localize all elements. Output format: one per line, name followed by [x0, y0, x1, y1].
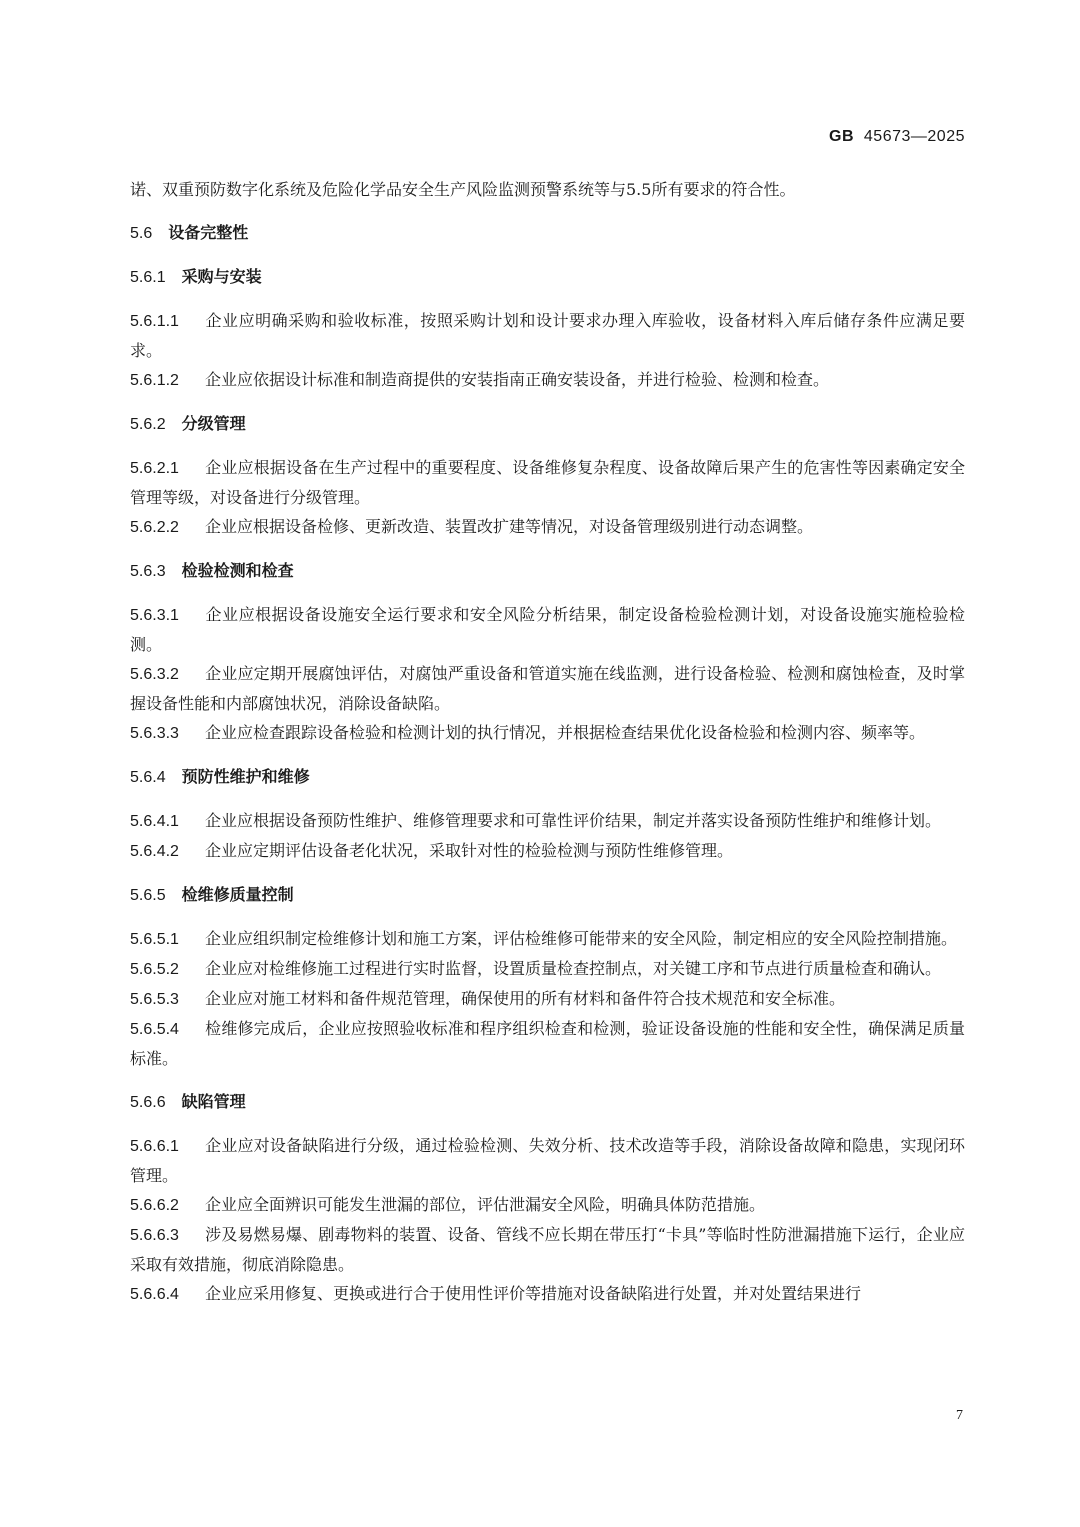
clause [130, 806, 965, 836]
clause-text: 企业应明确采购和验收标准，按照采购计划和设计要求办理入库验收，设备材料入库后储存条件应满足要求。 [130, 311, 965, 360]
clause-text: 企业应定期评估设备老化状况，采取针对性的检验检测与预防性维修管理。 [205, 841, 734, 860]
clause-text: 企业应检查跟踪设备检验和检测计划的执行情况，并根据检查结果优化设备检验和检测内容、频率等。 [205, 723, 926, 742]
page-number: 7 [956, 1408, 963, 1423]
clause-number: 5.6.6.2 [130, 1197, 179, 1214]
clause-number: 5.6.6.1 [130, 1138, 179, 1155]
clause-number: 5.6.2.1 [130, 460, 179, 477]
clause-number: 5.6.5.2 [130, 961, 179, 978]
section-title: 设备完整性 [168, 223, 249, 242]
clause-number: 5.6.5.3 [130, 991, 179, 1008]
clause-number: 5.6.3.3 [130, 725, 179, 742]
subsection-heading [130, 262, 965, 292]
clause [130, 1279, 965, 1309]
clause-number: 5.6.4.2 [130, 843, 179, 860]
clause-text: 企业应根据设备设施安全运行要求和安全风险分析结果，制定设备检验检测计划，对设备设施实施检验检测。 [130, 605, 965, 654]
clause-number: 5.6.4.1 [130, 813, 179, 830]
clause-number: 5.6.3.2 [130, 666, 179, 683]
subsection-heading [130, 556, 965, 586]
clause-number: 5.6.1.2 [130, 372, 179, 389]
clause-text: 企业应定期开展腐蚀评估，对腐蚀严重设备和管道实施在线监测，进行设备检验、检测和腐蚀检查，及时掌握设备性能和内部腐蚀状况，消除设备缺陷。 [130, 664, 965, 713]
clause-text: 企业应对施工材料和备件规范管理，确保使用的所有材料和备件符合技术规范和安全标准。 [205, 989, 846, 1008]
clause-text: 企业应采用修复、更换或进行合于使用性评价等措施对设备缺陷进行处置，并对处置结果进行 [205, 1284, 862, 1303]
clause [130, 512, 965, 542]
subsection-title: 检验检测和检查 [181, 561, 294, 580]
subsection-heading [130, 880, 965, 910]
standard-code-prefix: GB [829, 128, 855, 145]
clause-text: 企业应组织制定检维修计划和施工方案，评估检维修可能带来的安全风险，制定相应的安全风险控制措施。 [205, 929, 958, 948]
clause-text: 企业应根据设备在生产过程中的重要程度、设备维修复杂程度、设备故障后果产生的危害性等因素确定安全管理等级，对设备进行分级管理。 [130, 458, 965, 507]
clause [130, 718, 965, 748]
clause [130, 365, 965, 395]
document-body [130, 175, 965, 1309]
clause [130, 306, 965, 365]
clause [130, 1014, 965, 1073]
subsection-number: 5.6.1 [130, 269, 166, 286]
clause [130, 984, 965, 1014]
subsection-title: 检维修质量控制 [181, 885, 294, 904]
subsection-number: 5.6.3 [130, 563, 166, 580]
section-number: 5.6 [130, 225, 153, 242]
clause-number: 5.6.6.4 [130, 1286, 179, 1303]
clause-number: 5.6.2.2 [130, 519, 179, 536]
clause-text: 涉及易燃易爆、剧毒物料的装置、设备、管线不应长期在带压打“卡具”等临时性防泄漏措施下运行，企业应采取有效措施，彻底消除隐患。 [130, 1225, 965, 1274]
standard-code [829, 128, 965, 146]
clause-text: 企业应根据设备预防性维护、维修管理要求和可靠性评价结果，制定并落实设备预防性维护和维修计划。 [205, 811, 942, 830]
clause-number: 5.6.3.1 [130, 607, 179, 624]
subsection-number: 5.6.2 [130, 416, 166, 433]
clause-number: 5.6.1.1 [130, 313, 179, 330]
clause-text: 企业应依据设计标准和制造商提供的安装指南正确安装设备，并进行检验、检测和检查。 [205, 370, 830, 389]
subsection-number: 5.6.4 [130, 769, 166, 786]
clause [130, 1190, 965, 1220]
clause [130, 600, 965, 659]
subsection-heading [130, 762, 965, 792]
clause [130, 1220, 965, 1279]
subsection-heading [130, 1087, 965, 1117]
clause-text: 企业应全面辨识可能发生泄漏的部位，评估泄漏安全风险，明确具体防范措施。 [205, 1195, 766, 1214]
clause-number: 5.6.6.3 [130, 1227, 179, 1244]
intro-continuation: 诺、双重预防数字化系统及危险化学品安全生产风险监测预警系统等与5.5所有要求的符合性。 [130, 180, 796, 199]
subsection-title: 分级管理 [181, 414, 246, 433]
clause [130, 1131, 965, 1190]
clause [130, 659, 965, 718]
clause-text: 企业应对设备缺陷进行分级，通过检验检测、失效分析、技术改造等手段，消除设备故障和隐患，实现闭环管理。 [130, 1136, 965, 1185]
clause [130, 453, 965, 512]
clause [130, 924, 965, 954]
subsection-heading [130, 409, 965, 439]
subsection-title: 预防性维护和维修 [181, 767, 310, 786]
clause-text: 企业应根据设备检修、更新改造、装置改扩建等情况，对设备管理级别进行动态调整。 [205, 517, 814, 536]
clause-text: 企业应对检维修施工过程进行实时监督，设置质量检查控制点，对关键工序和节点进行质量检查和确认。 [205, 959, 942, 978]
clause-text: 检维修完成后，企业应按照验收标准和程序组织检查和检测，验证设备设施的性能和安全性，确保满足质量标准。 [130, 1019, 965, 1068]
clause [130, 836, 965, 866]
subsection-number: 5.6.5 [130, 887, 166, 904]
subsection-number: 5.6.6 [130, 1094, 166, 1111]
clause [130, 954, 965, 984]
clause-number: 5.6.5.1 [130, 931, 179, 948]
standard-code-number: 45673—2025 [863, 128, 965, 145]
subsection-title: 缺陷管理 [181, 1092, 246, 1111]
clause-number: 5.6.5.4 [130, 1021, 179, 1038]
section-heading [130, 218, 965, 248]
subsection-title: 采购与安装 [181, 267, 262, 286]
